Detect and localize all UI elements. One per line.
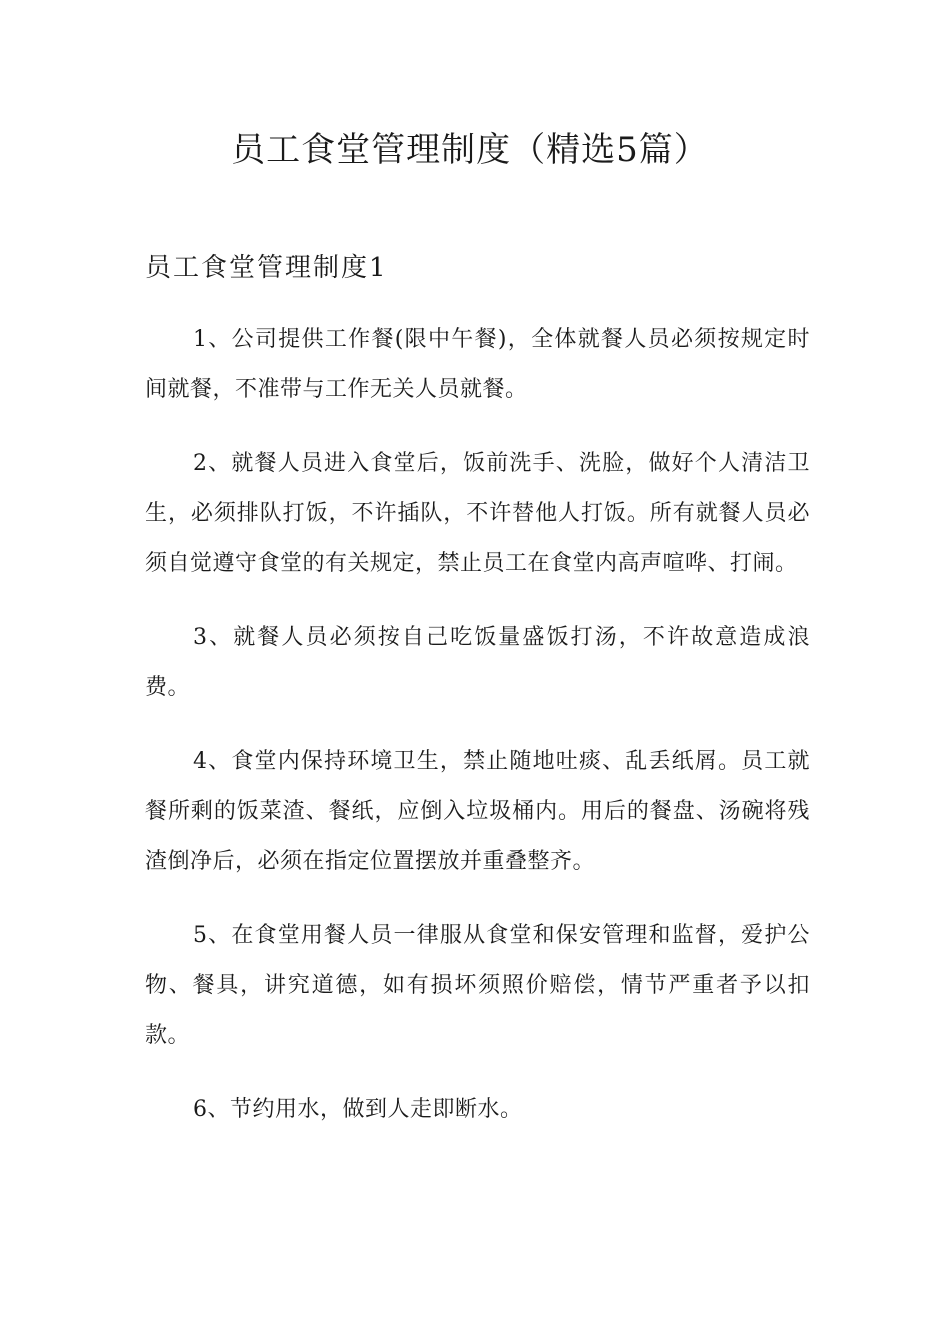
document-body <box>145 315 810 1159</box>
paragraph-rule-5: 5、在食堂用餐人员一律服从食堂和保安管理和监督，爱护公物、餐具，讲究道德，如有损坏须照价赔偿，情节严重者予以扣款。 <box>145 923 810 1048</box>
paragraph-rule-1: 1、公司提供工作餐(限中午餐)，全体就餐人员必须按规定时间就餐，不准带与工作无关人员就餐。 <box>145 327 810 402</box>
paragraph-rule-3: 3、就餐人员必须按自己吃饭量盛饭打汤，不许故意造成浪费。 <box>145 625 810 700</box>
paragraph-rule-4: 4、食堂内保持环境卫生，禁止随地吐痰、乱丢纸屑。员工就餐所剩的饭菜渣、餐纸，应倒入垃圾桶内。用后的餐盘、汤碗将残渣倒净后，必须在指定位置摆放并重叠整齐。 <box>145 749 810 874</box>
paragraph-rule-2: 2、就餐人员进入食堂后，饭前洗手、洗脸，做好个人清洁卫生，必须排队打饭，不许插队，不许替他人打饭。所有就餐人员必须自觉遵守食堂的有关规定，禁止员工在食堂内高声喧哗、打闹。 <box>145 451 810 576</box>
paragraph-rule-6: 6、节约用水，做到人走即断水。 <box>193 1097 523 1122</box>
document-title: 员工食堂管理制度（精选5篇） <box>231 130 709 170</box>
section-heading: 员工食堂管理制度1 <box>145 253 388 283</box>
